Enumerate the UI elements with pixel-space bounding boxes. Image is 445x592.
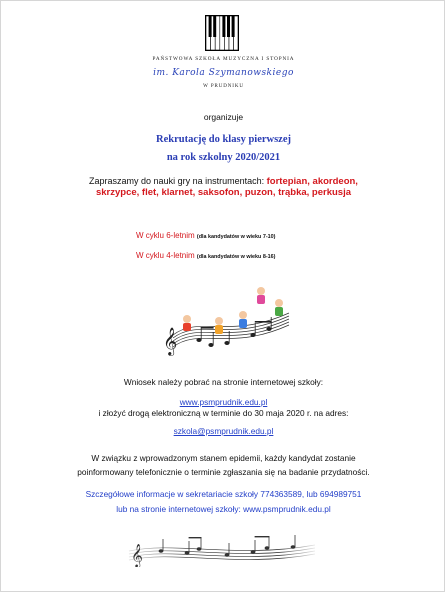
info-line-2: lub na stronie internetowej szkoły: www.psmprudnik.edu.pl	[116, 504, 331, 514]
school-city: W PRUDNIKU	[203, 84, 244, 89]
svg-text:𝄞: 𝄞	[163, 327, 178, 355]
svg-text:𝄞: 𝄞	[131, 543, 143, 567]
cycle-6-year	[136, 231, 275, 240]
cycle-age-note: (dla kandydatów w wieku 7-10)	[196, 234, 276, 240]
title-line-1: Rekrutację do klasy pierwszej	[155, 134, 292, 145]
invite-intro: Zapraszamy do nauki gry na instrumentach:	[89, 176, 267, 186]
email-link-row	[1, 421, 445, 439]
title-line-2: na rok szkolny 2020/2021	[166, 152, 281, 163]
organizes-text: organizuje	[203, 112, 244, 122]
school-name: PAŃSTWOWA SZKOŁA MUZYCZNA I STOPNIA	[152, 56, 295, 62]
website-link[interactable]: www.psmprudnik.edu.pl	[179, 397, 268, 407]
bottom-staff-decoration-icon	[127, 529, 317, 567]
submit-instruction: i złożyć drogą elektroniczną w terminie do 30 maja 2020 r. na adres:	[98, 408, 349, 418]
music-notes-illustration-icon	[159, 285, 294, 357]
epidemic-note-line-2: poinformowany telefonicznie o terminie zgłaszania się na badanie przydatności.	[77, 467, 370, 477]
info-line-1: Szczegółowe informacje w sekretariacie szkoły 774363589, lub 694989751	[85, 489, 362, 499]
download-instruction: Wniosek należy pobrać na stronie internetowej szkoły:	[123, 377, 324, 387]
cycle-4-year	[136, 251, 275, 260]
cycle-label: W cyklu 6-letnim	[136, 231, 195, 240]
email-link[interactable]: szkola@psmprudnik.edu.pl	[173, 426, 274, 436]
epidemic-note-line-1: W związku z wprowadzonym stanem epidemii, każdy kandydat zostanie	[91, 453, 356, 463]
cycle-label: W cyklu 4-letnim	[136, 251, 195, 260]
instruments-second: skrzypce, flet, klarnet, saksofon, puzon, trąbka, perkusja	[95, 187, 351, 198]
instruments-first: fortepian, akordeon,	[266, 176, 358, 187]
school-patron: im. Karola Szymanowskiego	[153, 68, 294, 78]
cycle-age-note: (dla kandydatów w wieku 8-16)	[196, 254, 276, 260]
piano-logo-icon	[205, 15, 239, 51]
